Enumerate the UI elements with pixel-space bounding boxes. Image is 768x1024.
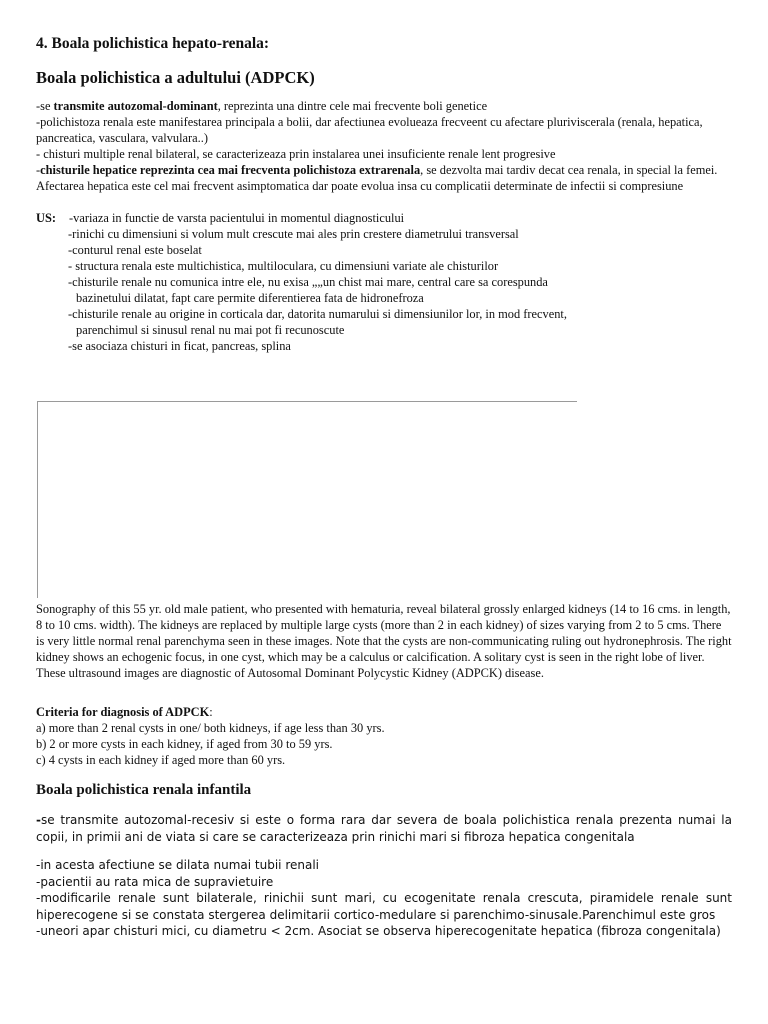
us-item: -chisturile renale au origine in corticala dar, datorita numarului si dimensiunilor lor, in mod frecvent,: [68, 307, 567, 321]
us-item: -se asociaza chisturi in ficat, pancreas, splina: [68, 339, 291, 353]
adpck-heading: Boala polichistica a adultului (ADPCK): [36, 68, 315, 87]
infantile-paragraph-3: -pacientii au rata mica de supravietuire: [36, 874, 274, 889]
criteria-item: b) 2 or more cysts in each kidney, if aged from 30 to 59 yrs.: [36, 737, 333, 751]
infantile-paragraph-2: -in acesta afectiune se dilata numai tubii renali: [36, 858, 320, 872]
hepatic-cysts-bold: chisturile hepatice reprezinta cea mai frecventa polichistoza extrarenala: [40, 163, 421, 177]
infantile-section: [36, 780, 732, 940]
diagnostic-criteria: [36, 704, 732, 768]
caption-text: Sonography of this 55 yr. old male patient, who presented with hematuria, reveal bilateral grossly enlarged kidneys (14 to 16 cms. in length, 8 to 10 cms. width). The kidneys are replaced by multiple large cysts (more than 2 in each kidney) of sizes varying from 2 to 5 cms. There is very little normal renal parenchyma seen in these images. Note that the cysts are non-communicating ruling out hydronephrosis. The right kidney shows an echogenic focus, in one cyst, which may be a calculus or calcification. A solitary cyst is seen in the right lobe of liver. These ultrasound images are diagnostic of Autosomal Dominant Polycystic Kidney (ADPCK) disease.: [36, 602, 732, 680]
us-item-continuation: parenchimul si sinusul renal nu mai pot fi recunoscute: [76, 323, 345, 337]
us-item: - structura renala este multichistica, multiloculara, cu dimensiuni variate ale chisturilor: [68, 259, 499, 273]
image-caption: [36, 601, 732, 681]
ultrasound-image-right: [307, 401, 577, 598]
criteria-item: a) more than 2 renal cysts in one/ both kidneys, if age less than 30 yrs.: [36, 721, 385, 735]
us-item: -conturul renal este boselat: [68, 243, 202, 257]
infantile-heading: Boala polichistica renala infantila: [36, 782, 252, 798]
intro-paragraph-3: - chisturi multiple renal bilateral, se caracterizeaza prin instalarea unei insuficiente renale lent progresive: [36, 147, 556, 161]
intro-paragraph-2: -polichistoza renala este manifestarea principala a bolii, dar afectiunea evolueaza frecveent cu afectare pluriviscerala (renala, hepatica, pancreatica, vasculara, valvulara..): [36, 115, 703, 145]
ultrasound-images: [37, 401, 577, 599]
ultrasound-image-left: [37, 401, 308, 598]
infantile-paragraph-4: -modificarile renale sunt bilaterale, rinichii sunt mari, cu ecogenitate renala crescuta, piramidele renale sunt hiperecogene si se constata stergerea delimitarii cortico-medulare si parenchimo-sinusale.Parenchimul este gros: [36, 891, 732, 922]
criteria-title: Criteria for diagnosis of ADPCK:: [36, 705, 213, 719]
document-page: [36, 34, 732, 354]
us-item-continuation: bazinetului dilatat, fapt care permite diferentierea fata de hidronefroza: [76, 291, 424, 305]
intro-block: [36, 98, 732, 194]
ultrasound-findings: [36, 210, 732, 354]
section-heading: 4. Boala polichistica hepato-renala:: [36, 35, 270, 52]
infantile-paragraph-5: -uneori apar chisturi mici, cu diametru < 2cm. Asociat se observa hiperecogenitate hepatica (fibroza congenitala): [36, 924, 721, 938]
us-item: -rinichi cu dimensiuni si volum mult crescute mai ales prin crestere diametrului transversal: [68, 227, 519, 241]
infantile-paragraph-1: -se transmite autozomal-recesiv si este o forma rara dar severa de boala polichistica renala prezenta numai la copii, in primii ani de viata si care se caracterizeaza prin rinichi mari si fibroza hepatica congenitala: [36, 813, 732, 844]
intro-paragraph-4: -chisturile hepatice reprezinta cea mai frecventa polichistoza extrarenala, se dezvolta mai tardiv decat cea renala, in special la femei. Afectarea hepatica este cel mai frecvent asimptomatica dar poate evolua insa cu complicatii determinate de infectii si compresiune: [36, 163, 718, 193]
criteria-item: c) 4 cysts in each kidney if aged more than 60 yrs.: [36, 753, 286, 767]
intro-paragraph-1: -se transmite autozomal-dominant, reprezinta una dintre cele mai frecvente boli genetice: [36, 99, 488, 113]
inheritance-bold: transmite autozomal-dominant: [53, 99, 218, 113]
us-item: -chisturile renale nu comunica intre ele, nu exisa „„un chist mai mare, central care sa corespunda: [68, 275, 548, 289]
us-label: US:: [36, 211, 56, 225]
us-item: -variaza in functie de varsta pacientului in momentul diagnosticului: [69, 211, 405, 225]
